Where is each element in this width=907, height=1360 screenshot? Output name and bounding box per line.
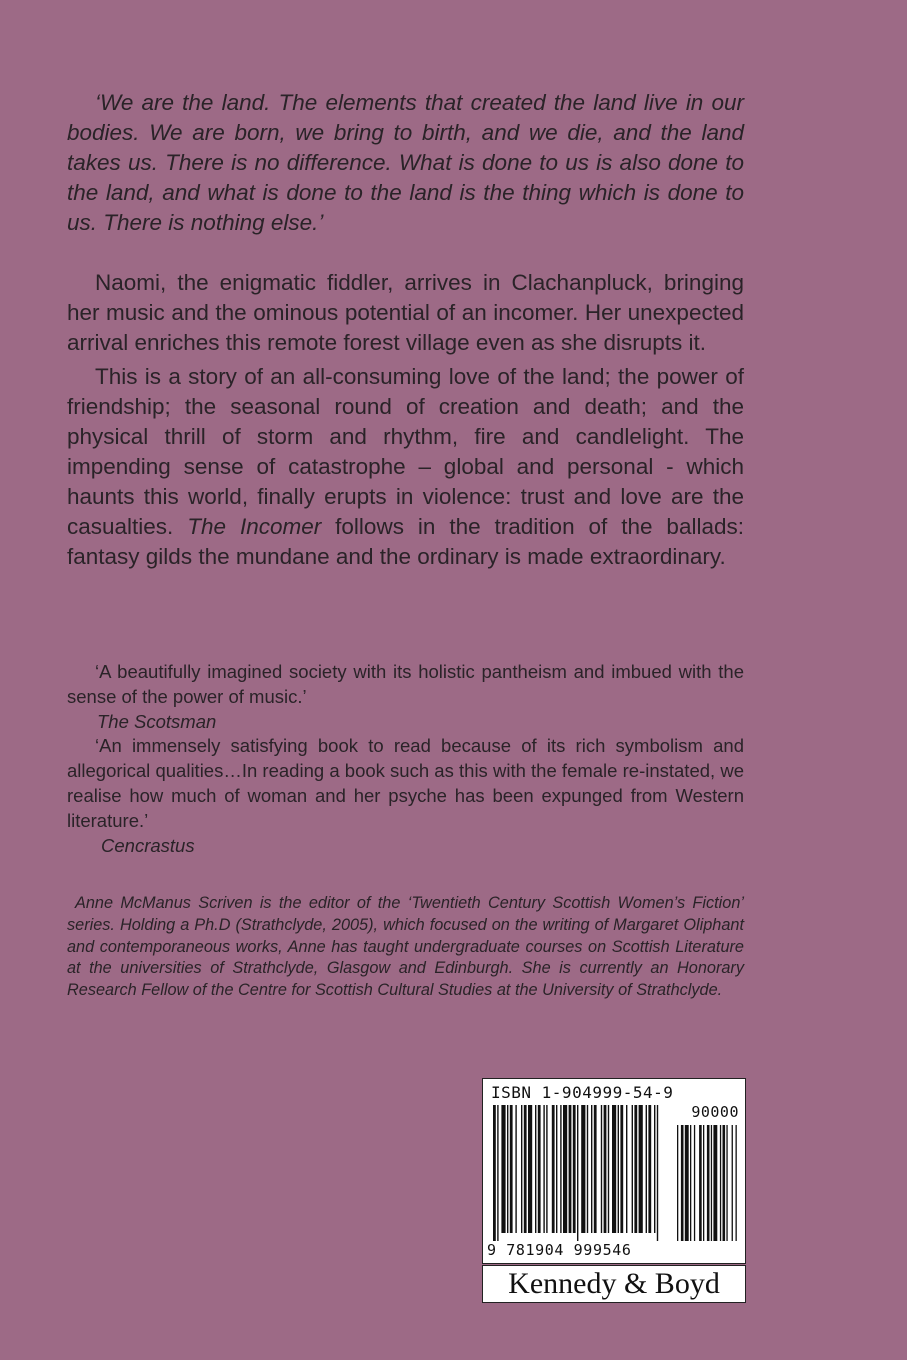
review-quote-2: ‘An immensely satisfying book to read because of its rich symbolism and allegorical qualities…In reading a book such as this with the female re-instated, we realise how much of woman and her psyche has been expunged from Western literature.’ (67, 735, 744, 831)
epigraph-quote: ‘We are the land. The elements that created the land live in our bodies. We are born, we bring to birth, and we die, and the land takes us. There is no difference. What is done to us is also done to the land, and what is done to the land is the thing which is done to us. There is nothing else.’ (67, 90, 744, 235)
isbn-barcode (482, 1078, 746, 1264)
book-blurb (67, 268, 744, 572)
barcode-bars (491, 1105, 741, 1243)
blurb-text-after-title: follows in the tradition of the ballads: fantasy gilds the mundane and the ordinary is made extraordinary. (67, 514, 744, 569)
review-quote-1: ‘A beautifully imagined society with its holistic pantheism and imbued with the sense of the power of music.’ (67, 661, 744, 707)
blurb-text-before-title: This is a story of an all-consuming love of the land; the power of friendship; the seasonal round of creation and death; and the physical thrill of storm and rhythm, fire and candlelight. The impending sense of catastrophe – global and personal - which haunts this world, finally erupts in violence: trust and love are the casualties. (67, 364, 744, 539)
review-source-1: The Scotsman (97, 710, 217, 732)
review-quotes (67, 660, 744, 858)
book-title: The Incomer (187, 514, 322, 539)
blurb-paragraph-2 (67, 362, 744, 572)
blurb-paragraph-1: Naomi, the enigmatic fiddler, arrives in Clachanpluck, bringing her music and the ominous potential of an incomer. Her unexpected arrival enriches this remote forest village even as she disrupts it. (67, 270, 744, 355)
barcode-addon-digits: 90000 (691, 1103, 739, 1121)
isbn-label: ISBN 1-904999-54-9 (491, 1083, 674, 1102)
barcode-ean-digits: 9 781904 999546 (487, 1241, 632, 1259)
author-bio: Anne McManus Scriven is the editor of the ‘Twentieth Century Scottish Women’s Fiction’ series. Holding a Ph.D (Strathclyde, 2005), which focused on the writing of Margaret Oliphant and contemporaneous works, Anne has taught undergraduate courses on Scottish Literature at the universities of Strathclyde, Glasgow and Edinburgh. She is currently an Honorary Research Fellow of the Centre for Scottish Cultural Studies at the University of Strathclyde. (67, 894, 744, 1000)
publisher-logo: Kennedy & Boyd (482, 1265, 746, 1303)
review-source-2: Cencrastus (101, 834, 195, 856)
